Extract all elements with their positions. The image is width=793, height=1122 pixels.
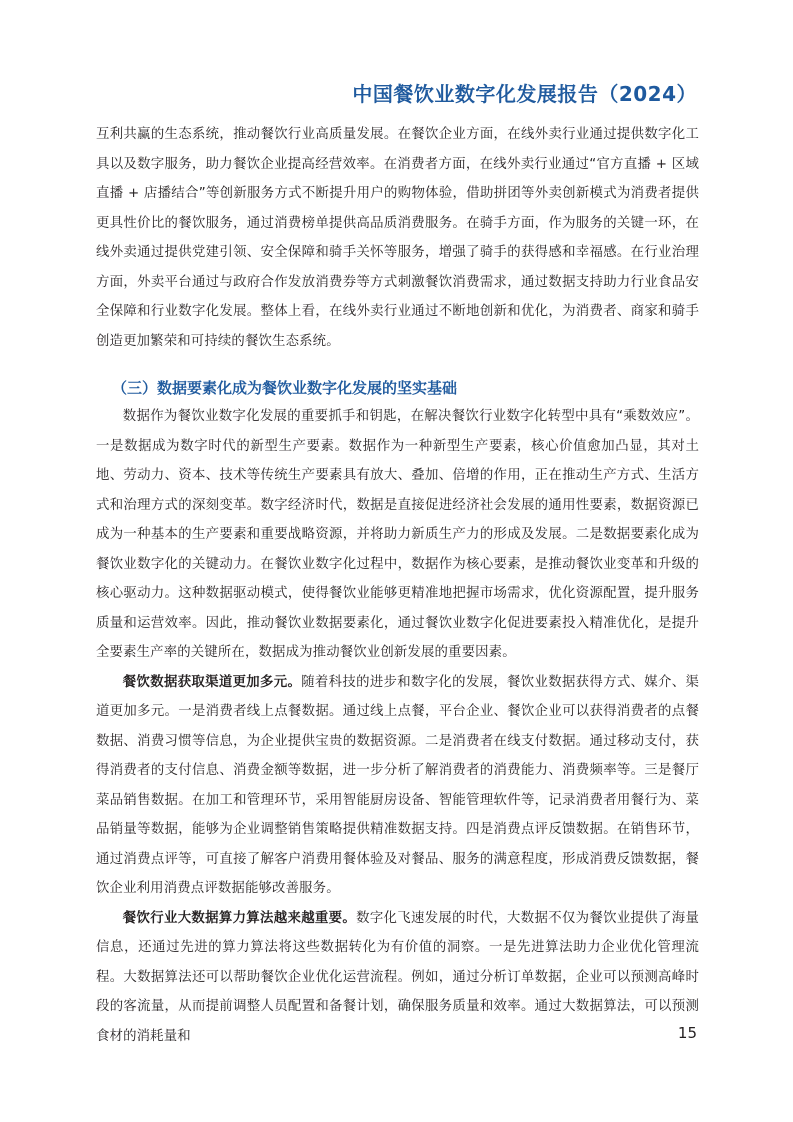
paragraph-big-data-algorithms [96, 904, 699, 1052]
paragraph-data-factor: 数据作为餐饮业数字化发展的重要抓手和钥匙，在解决餐饮行业数字化转型中具有“乘数效应”。一是数据成为数字时代的新型生产要素。数据作为一种新型生产要素，核心价值愈加凸显，其对土地、劳动力、资本、技术等传统生产要素具有放大、叠加、倍增的作用，正在推动生产方式、生活方式和治理方式的深刻变革。数字经济时代，数据是直接促进经济社会发展的通用性要素，数据资源已成为一种基本的生产要素和重要战略资源，并将助力新质生产力的形成及发展。二是数据要素化成为餐饮业数字化的关键动力。在餐饮业数字化过程中，数据作为核心要素，是推动餐饮业变革和升级的核心驱动力。这种数据驱动模式，使得餐饮业能够更精准地把握市场需求，优化资源配置，提升服务质量和运营效率。因此，推动餐饮业数据要素化，通过餐饮业数字化促进要素投入精准优化，是提升全要素生产率的关键所在，数据成为推动餐饮业创新发展的重要因素。 [96, 409, 699, 660]
paragraph-data-channels [96, 668, 699, 904]
paragraph-lead: 餐饮行业大数据算力算法越来越重要。 [122, 910, 357, 926]
paragraph-lead: 餐饮数据获取渠道更加多元。 [122, 674, 302, 690]
paragraph-ecosystem: 互利共赢的生态系统，推动餐饮行业高质量发展。在餐饮企业方面，在线外卖行业通过提供数字化工具以及数字服务，助力餐饮企业提高经营效率。在消费者方面，在线外卖行业通过“官方直播 + 区域直播 + 店播结合”等创新服务方式不断提升用户的购物体验，借助拼团等外卖创新模式为消费者提供更具性价比的餐饮服务，通过消费榜单提供高品质消费服务。在骑手方面，作为服务的关键一环，在线外卖通过提供党建引领、安全保障和骑手关怀等服务，增强了骑手的获得感和幸福感。在行业治理方面，外卖平台通过与政府合作发放消费券等方式刺激餐饮消费需求，通过数据支持助力行业食品安全保障和行业数字化发展。整体上看，在线外卖行业通过不断地创新和优化，为消费者、商家和骑手创造更加繁荣和可持续的餐饮生态系统。 [96, 127, 699, 349]
section-heading: （三）数据要素化成为餐饮业数字化发展的坚实基础 [112, 379, 458, 397]
paragraph-body: 随着科技的进步和数字化的发展，餐饮业数据获得方式、媒介、渠道更加多元。一是消费者线上点餐数据。通过线上点餐，平台企业、餐饮企业可以获得消费者的点餐数据、消费习惯等信息，为企业提供宝贵的数据资源。二是消费者在线支付数据。通过移动支付，获得消费者的支付信息、消费金额等数据，进一步分析了解消费者的消费能力、消费频率等。三是餐厅菜品销售数据。在加工和管理环节，采用智能厨房设备、智能管理软件等，记录消费者用餐行为、菜品销量等数据，能够为企业调整销售策略提供精准数据支持。四是消费点评反馈数据。在销售环节，通过消费点评等，可直接了解客户消费用餐体验及对餐品、服务的满意程度，形成消费反馈数据，餐饮企业利用消费点评数据能够改善服务。 [96, 674, 699, 896]
page-number: 15 [677, 1024, 697, 1042]
body-text [96, 120, 699, 1051]
paragraph-body: 数字化飞速发展的时代，大数据不仅为餐饮业提供了海量信息，还通过先进的算力算法将这些数据转化为有价值的洞察。一是先进算法助力企业优化管理流程。大数据算法还可以帮助餐饮企业优化运营流程。例如，通过分析订单数据，企业可以预测高峰时段的客流量，从而提前调整人员配置和备餐计划，确保服务质量和效率。通过大数据算法，可以预测食材的消耗量和 [96, 910, 699, 1044]
report-title: 中国餐饮业数字化发展报告（2024） [352, 82, 697, 106]
